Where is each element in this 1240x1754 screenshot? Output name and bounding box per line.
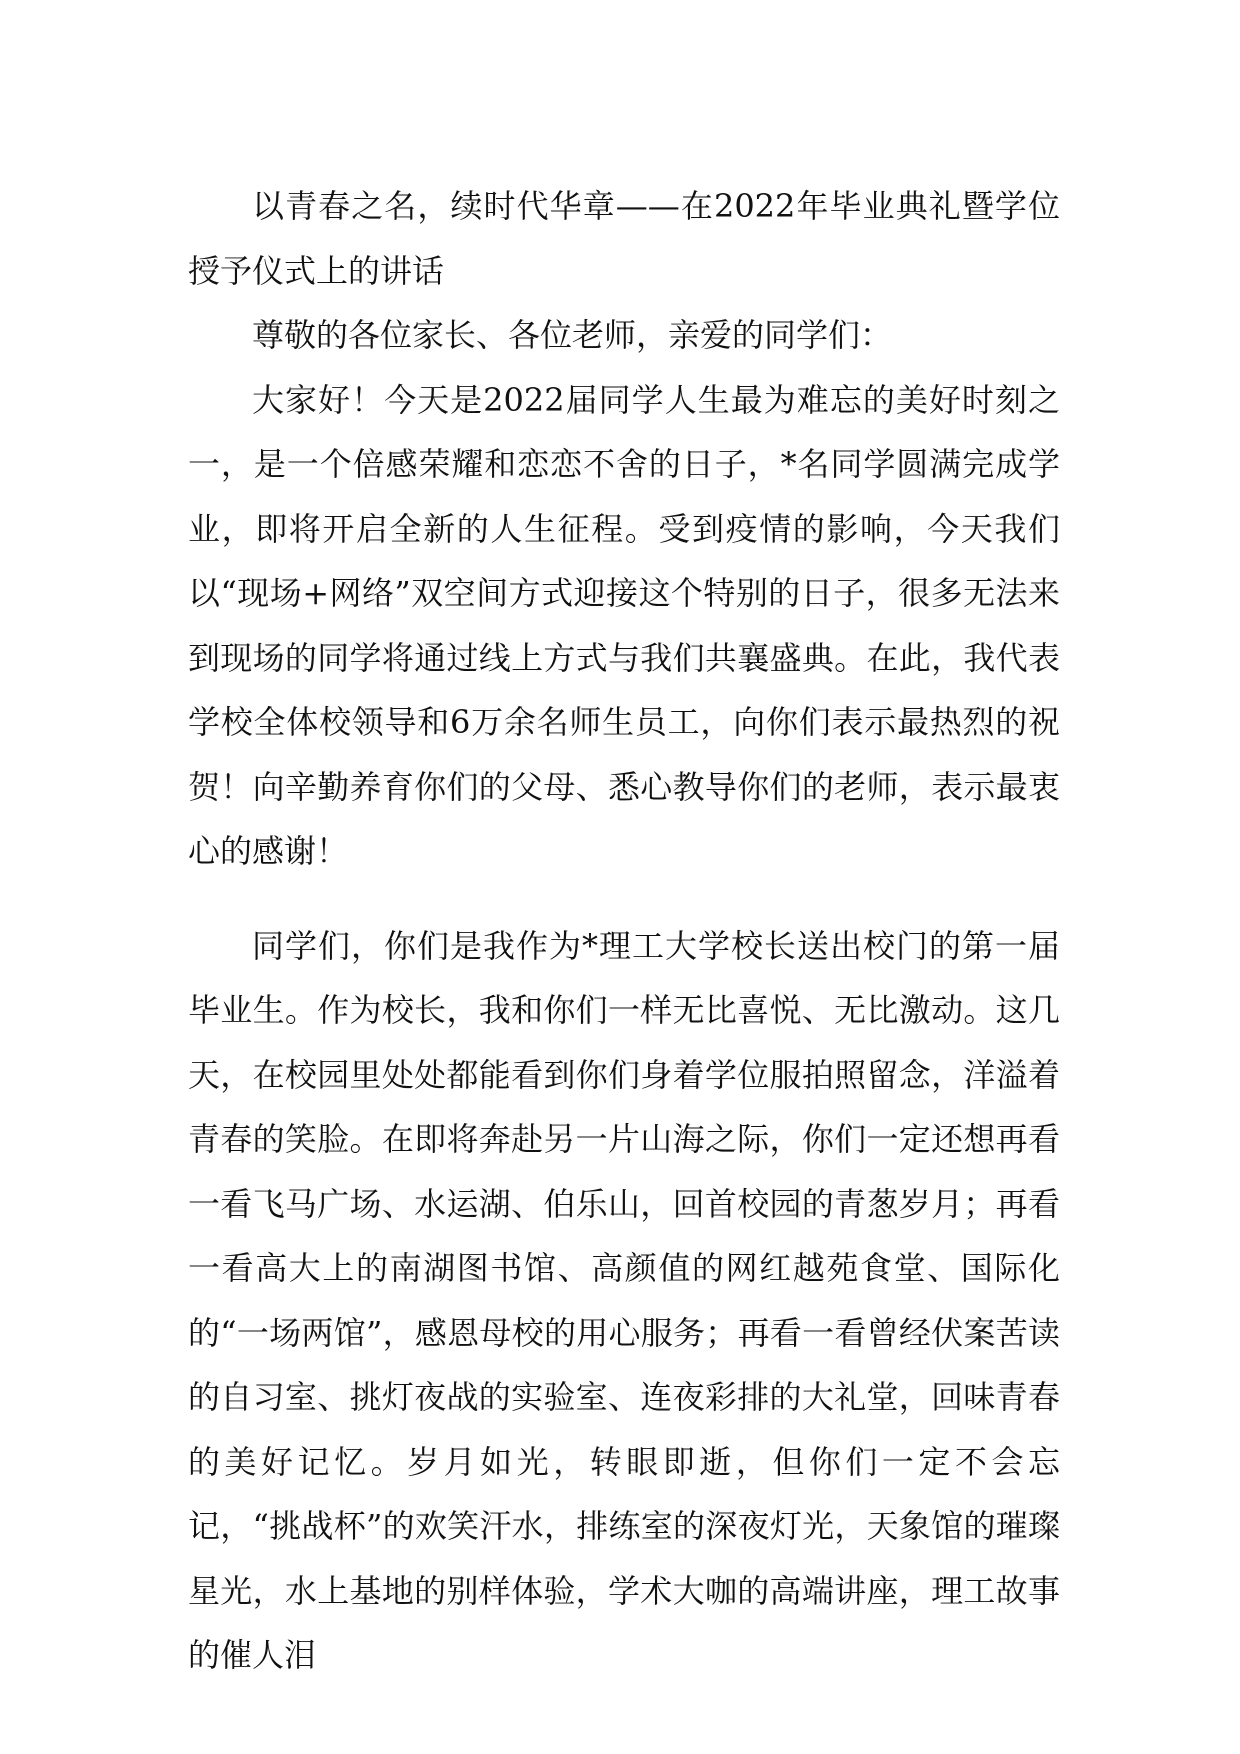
salutation: 尊敬的各位家长、各位老师，亲爱的同学们： — [252, 316, 893, 354]
paragraph-memories: 同学们，你们是我作为*理工大学校长送出校门的第一届毕业生。作为校长，我和你们一样无比喜悦、无比激动。这几天，在校园里处处都能看到你们身着学位服拍照留念，洋溢着青春的笑脸。在即将奔赴另一片山海之际，你们一定还想再看一看飞马广场、水运湖、伯乐山，回首校园的青葱岁月；再看一看高大上的南湖图书馆、高颜值的网红越苑食堂、国际化的“一场两馆”，感恩母校的用心服务；再看一看曾经伏案苦读的自习室、挑灯夜战的实验室、连夜彩排的大礼堂，回味青春的美好记忆。岁月如光，转眼即逝，但你们一定不会忘记，“挑战杯”的欢笑汗水，排练室的深夜灯光，天象馆的璀璨星光，水上基地的别样体验，学术大咖的高端讲座，理工故事的催人泪 — [188, 926, 1060, 1674]
document-body — [188, 174, 1060, 1688]
speech-title: 以青春之名，续时代华章——在2022年毕业典礼暨学位授予仪式上的讲话 — [188, 187, 1060, 290]
paragraph-greeting: 大家好！今天是2022届同学人生最为难忘的美好时刻之一，是一个倍感荣耀和恋恋不舍的日子，*名同学圆满完成学业，即将开启全新的人生征程。受到疫情的影响，今天我们以“现场+网络”双空间方式迎接这个特别的日子，很多无法来到现场的同学将通过线上方式与我们共襄盛典。在此，我代表学校全体校领导和6万余名师生员工，向你们表示最热烈的祝贺！向辛勤养育你们的父母、悉心教导你们的老师，表示最衷心的感谢！ — [188, 380, 1060, 870]
